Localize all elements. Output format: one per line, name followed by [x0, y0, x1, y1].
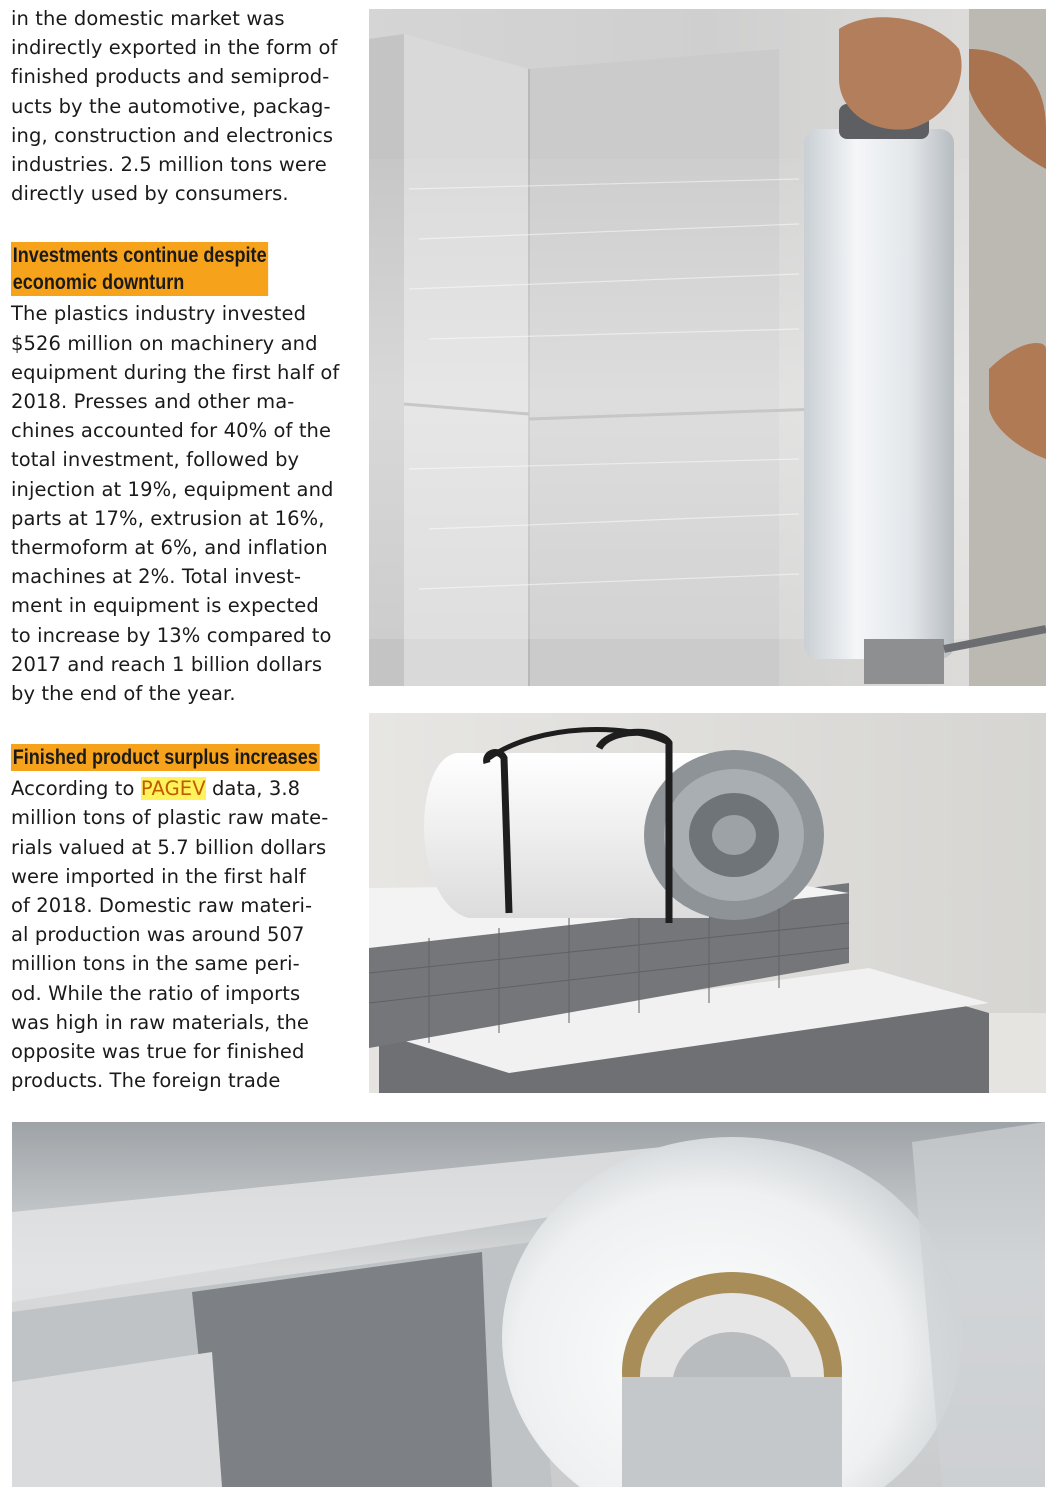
surplus-paragraph [11, 774, 356, 1095]
text-line: ment in equipment is expected [11, 594, 319, 618]
text-line: directly used by consumers. [11, 182, 289, 206]
text-line: in the domestic market was [11, 7, 285, 30]
pagev-highlight: PAGEV [140, 777, 206, 801]
text-line: 2017 and reach 1 billion dollars [11, 652, 323, 676]
text-line: indirectly exported in the form of [11, 36, 338, 60]
stretch-wrap-photo [369, 9, 1046, 686]
mattress-photo [369, 713, 1046, 1093]
text-line: rials valued at 5.7 billion dollars [11, 835, 327, 859]
article-text-column [11, 4, 356, 1096]
section-heading-surplus [11, 744, 320, 771]
text-line: to increase by 13% compared to [11, 623, 332, 647]
heading-line: Finished product surplus increases [12, 746, 318, 770]
heading-line: economic downturn [12, 271, 185, 295]
text-line: machines at 2%. Total invest- [11, 565, 302, 589]
text-line: thermoform at 6%, and inflation [11, 536, 328, 560]
text-line: od. While the ratio of imports [11, 981, 301, 1005]
text-line: million tons of plastic raw mate- [11, 806, 329, 830]
investments-paragraph [11, 299, 356, 708]
text-line: chines accounted for 40% of the [11, 419, 332, 443]
text-line: million tons in the same peri- [11, 952, 300, 976]
text-line: of 2018. Domestic raw materi- [11, 894, 313, 918]
text-line: ucts by the automotive, packag- [11, 94, 331, 118]
text-line: injection at 19%, equipment and [11, 477, 334, 501]
text-line: opposite was true for finished [11, 1040, 305, 1064]
text-line: was high in raw materials, the [11, 1010, 310, 1034]
text-fragment: data, 3.8 [205, 777, 301, 801]
text-fragment: According to [11, 777, 141, 801]
text-line: total investment, followed by [11, 448, 300, 472]
text-line: products. The foreign trade [11, 1069, 281, 1093]
text-line: al production was around 507 [11, 923, 305, 947]
text-line: ing, construction and electronics [11, 123, 334, 147]
intro-paragraph [11, 4, 356, 208]
text-line: $526 million on machinery and [11, 331, 318, 355]
text-line: equipment during the first half of [11, 360, 340, 384]
text-line: by the end of the year. [11, 682, 236, 706]
text-line: finished products and semiprod- [11, 65, 330, 89]
text-line: 2018. Presses and other ma- [11, 390, 295, 414]
text-line: were imported in the first half [11, 864, 306, 888]
text-line: parts at 17%, extrusion at 16%, [11, 506, 325, 530]
text-line: The plastics industry invested [11, 302, 307, 326]
heading-line: Investments continue despite [12, 244, 267, 268]
section-heading-investments [11, 242, 268, 296]
text-line [11, 774, 356, 803]
text-line: industries. 2.5 million tons were [11, 153, 327, 177]
film-rolls-photo [12, 1122, 1045, 1487]
